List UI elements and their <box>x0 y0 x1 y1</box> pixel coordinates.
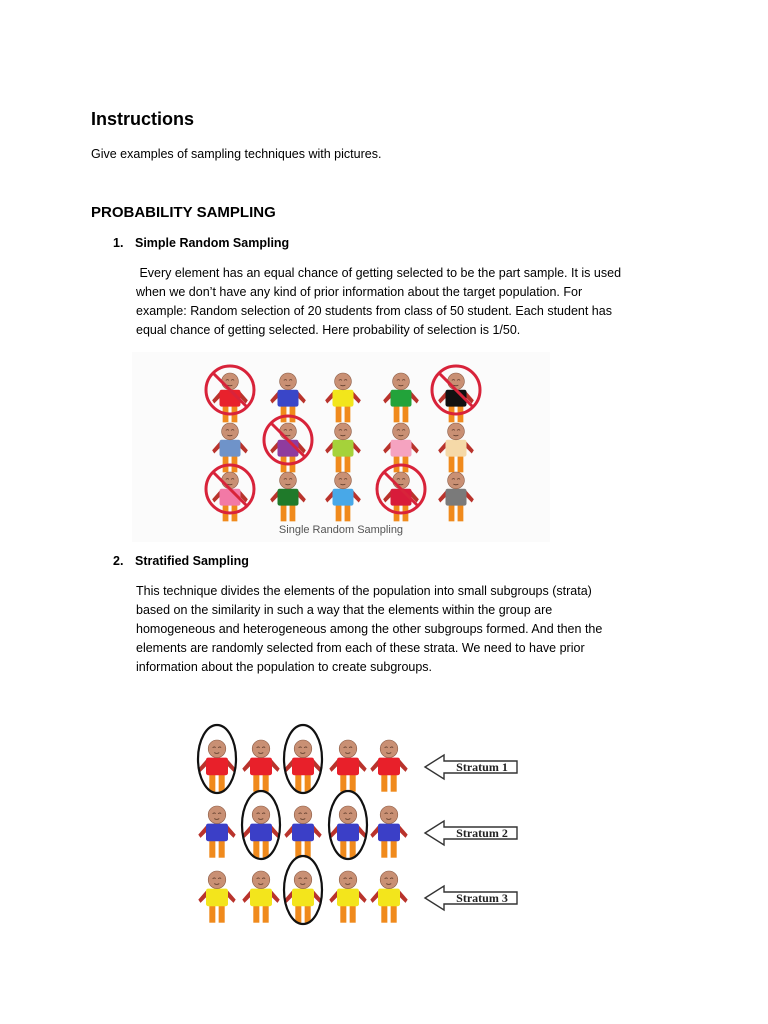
student-figure <box>325 373 361 422</box>
stratum-arrow <box>425 886 517 910</box>
stratified-sampling-figure <box>170 700 550 940</box>
paragraph-line: equal chance of getting selected. Here probability of selection is 1/50. <box>136 323 521 337</box>
section-heading: PROBABILITY SAMPLING <box>91 204 276 221</box>
student-figure <box>370 871 407 923</box>
stratum-label: Stratum 3 <box>456 891 508 905</box>
student-figure <box>329 871 366 923</box>
student-figure <box>270 472 306 521</box>
intro-text: Give examples of sampling techniques with pictures. <box>91 147 382 161</box>
stratum-label: Stratum 2 <box>456 826 508 840</box>
student-figure <box>198 806 235 858</box>
paragraph-line: information about the population to create subgroups. <box>136 660 433 674</box>
student-figure <box>325 423 361 472</box>
paragraph-line: This technique divides the elements of the population into small subgroups (strata) <box>136 584 592 598</box>
paragraph-line: elements are randomly selected from each of these strata. We need to have prior <box>136 641 585 655</box>
stratified-sampling-illustration <box>170 700 550 940</box>
paragraph-line: when we don’t have any kind of prior information about the target population. For <box>136 285 583 299</box>
item-1-title: Simple Random Sampling <box>135 236 290 250</box>
paragraph-line: Every element has an equal chance of getting selected to be the part sample. It is used <box>136 266 622 280</box>
student-figure <box>198 871 235 923</box>
student-figure <box>284 806 321 858</box>
simple-random-sampling-figure <box>132 352 550 542</box>
stratum-arrow <box>425 821 517 845</box>
item-2-paragraph <box>136 582 676 677</box>
paragraph-line: example: Random selection of 20 students from class of 50 student. Each student has <box>136 304 612 318</box>
item-2-title: Stratified Sampling <box>135 554 249 568</box>
item-1-heading <box>113 236 289 250</box>
item-1-paragraph <box>136 264 676 340</box>
student-figure <box>370 806 407 858</box>
figure-caption: Single Random Sampling <box>278 524 404 536</box>
item-2-heading <box>113 554 249 568</box>
student-figure <box>370 740 407 792</box>
student-figure <box>438 423 474 472</box>
stratum-arrow <box>425 755 517 779</box>
paragraph-line: homogeneous and heterogeneous among the other subgroups formed. And then the <box>136 622 603 636</box>
student-figure <box>383 373 419 422</box>
page-title: Instructions <box>91 109 195 129</box>
student-figure <box>438 472 474 521</box>
simple-random-sampling-illustration <box>132 352 550 542</box>
paragraph-line: based on the similarity in such a way that the elements within the group are <box>136 603 553 617</box>
student-figure <box>242 740 279 792</box>
item-1-number: 1. <box>113 236 124 250</box>
student-figure <box>242 871 279 923</box>
item-2-number: 2. <box>113 554 124 568</box>
student-figure <box>329 740 366 792</box>
student-figure <box>325 472 361 521</box>
stratum-label: Stratum 1 <box>456 760 508 774</box>
